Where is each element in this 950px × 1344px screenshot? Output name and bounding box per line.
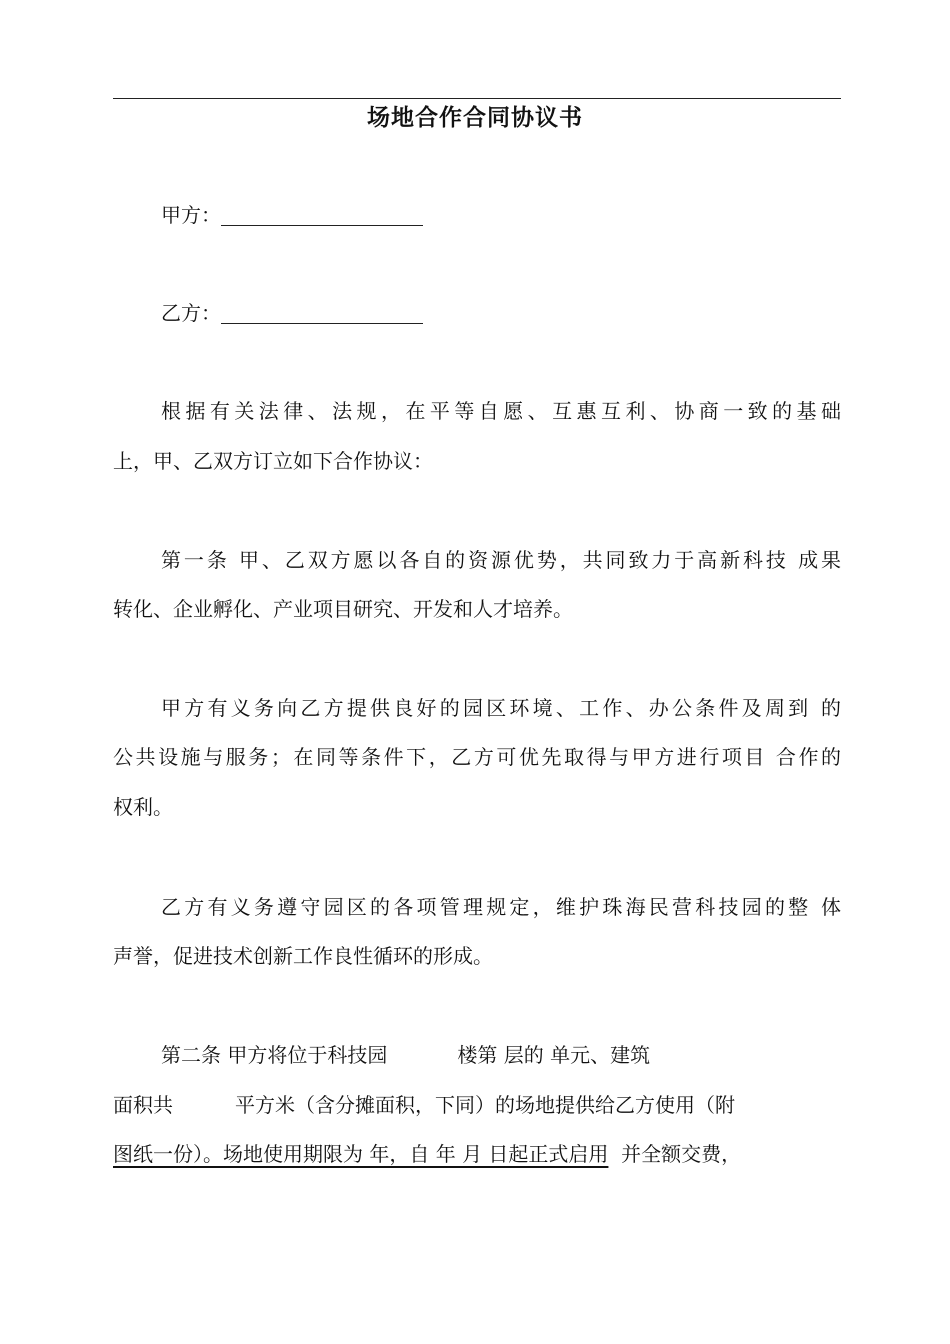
article-2-line-3 bbox=[113, 1139, 741, 1169]
party-a-duty-line-1: 甲方有义务向乙方提供良好的园区环境、工作、办公条件及周到 的 bbox=[161, 696, 841, 720]
party-a-line bbox=[161, 200, 423, 230]
article-2-line-1-part-b: 楼第 层的 单元、建筑 bbox=[457, 1043, 651, 1067]
intro-line-2: 上，甲、乙双方订立如下合作协议： bbox=[113, 449, 433, 473]
party-b-label: 乙方： bbox=[161, 301, 221, 325]
party-b-line bbox=[161, 298, 423, 328]
party-b-duty-line-1: 乙方有义务遵守园区的各项管理规定，维护珠海民营科技园的整 体 bbox=[161, 895, 841, 919]
party-b-blank bbox=[221, 303, 423, 324]
party-a-label: 甲方： bbox=[161, 203, 221, 227]
article-2-line-2 bbox=[113, 1090, 735, 1120]
article-2-line-3-rest: 并全额交费， bbox=[608, 1142, 742, 1166]
party-a-duty-line-2: 公共设施与服务；在同等条件下，乙方可优先取得与甲方进行项目 合作的 bbox=[113, 745, 841, 769]
article-2-line-1 bbox=[161, 1040, 650, 1070]
document-title: 场地合作合同协议书 bbox=[367, 105, 583, 131]
article-1-line-1: 第一条 甲、乙双方愿以各自的资源优势，共同致力于高新科技 成果 bbox=[161, 548, 841, 572]
article-2-line-3-underlined: 图纸一份）。场地使用期限为 年，自 年 月 日起正式启用 bbox=[113, 1142, 609, 1166]
header-rule bbox=[113, 98, 841, 99]
party-b-duty-line-2: 声誉，促进技术创新工作良性循环的形成。 bbox=[113, 944, 493, 968]
article-1-line-2: 转化、企业孵化、产业项目研究、开发和人才培养。 bbox=[113, 597, 573, 621]
party-a-duty-line-3: 权利。 bbox=[113, 795, 173, 819]
article-2-line-2-part-a: 面积共 bbox=[113, 1093, 173, 1117]
party-a-blank bbox=[221, 205, 423, 226]
article-2-line-2-part-b: 平方米（含分摊面积，下同）的场地提供给乙方使用（附 bbox=[235, 1093, 735, 1117]
intro-line-1: 根据有关法律、法规，在平等自愿、互惠互利、协商一致的基础 bbox=[161, 399, 841, 423]
article-2-line-1-part-a: 第二条 甲方将位于科技园 bbox=[161, 1043, 388, 1067]
